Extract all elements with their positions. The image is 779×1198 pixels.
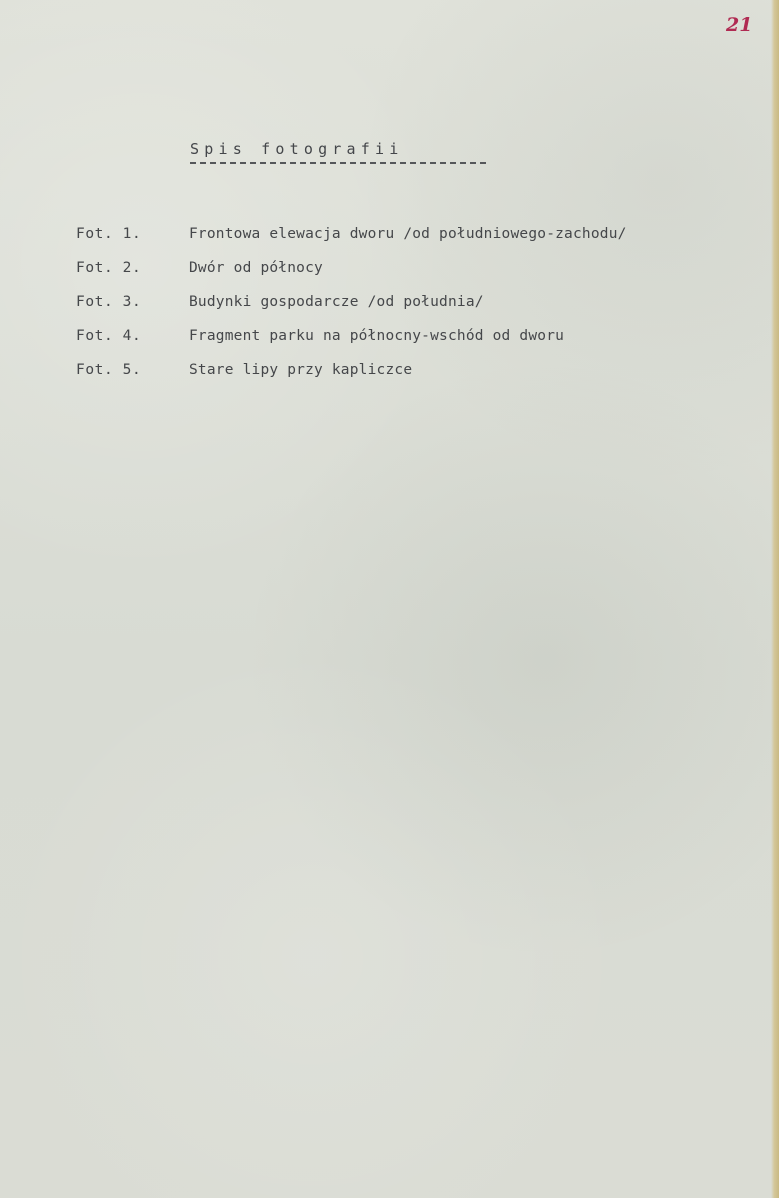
photo-number: Fot. 2. xyxy=(76,260,142,276)
list-item xyxy=(76,328,736,362)
photo-caption: Frontowa elewacja dworu /od południowego-zachodu/ xyxy=(189,226,627,242)
photo-caption: Stare lipy przy kapliczce xyxy=(189,362,413,378)
photo-list xyxy=(76,226,736,396)
photo-caption: Fragment parku na północny-wschód od dworu xyxy=(189,328,565,344)
photo-number: Fot. 4. xyxy=(76,328,142,344)
paper-edge xyxy=(771,0,779,1198)
photo-caption: Budynki gospodarcze /od południa/ xyxy=(189,294,484,310)
handwritten-page-number: 21 xyxy=(726,14,753,36)
list-item xyxy=(76,294,736,328)
list-item xyxy=(76,362,736,396)
list-item xyxy=(76,260,736,294)
title-underline xyxy=(190,162,486,164)
list-item xyxy=(76,226,736,260)
photo-caption: Dwór od północy xyxy=(189,260,323,276)
photo-number: Fot. 1. xyxy=(76,226,142,242)
photo-number: Fot. 3. xyxy=(76,294,142,310)
page-title: Spis fotografii xyxy=(190,140,404,158)
photo-number: Fot. 5. xyxy=(76,362,142,378)
